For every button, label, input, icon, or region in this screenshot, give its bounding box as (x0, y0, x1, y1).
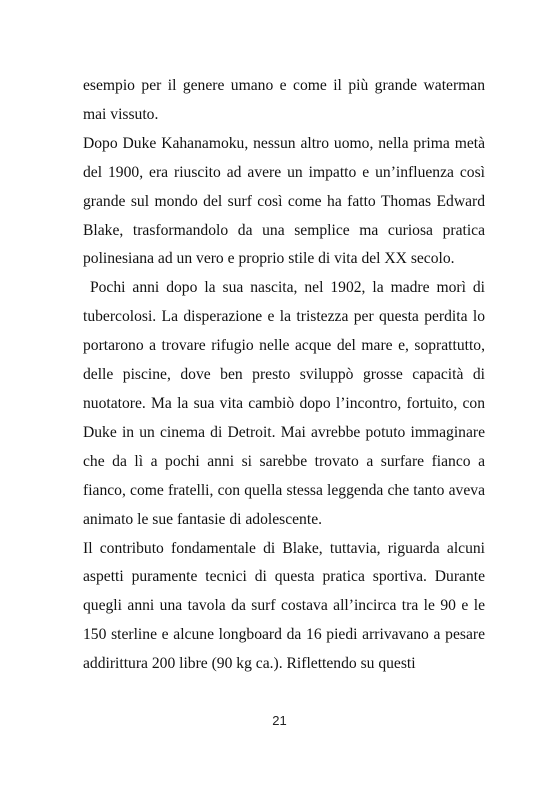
paragraph-3: Pochi anni dopo la sua nascita, nel 1902, la madre morì di tubercolosi. La disperazione e la tristezza per questa perdita lo portarono a trovare rifugio nelle acque del mare e, soprattutto, delle piscine, dove ben presto sviluppò grosse capacità di nuotatore. Ma la sua vita cambiò dopo l’incontro, fortuito, con Duke in un cinema di Detroit. Mai avrebbe potuto immaginare che da lì a pochi anni si sarebbe trovato a surfare fianco a fianco, come fratelli, con quella stessa leggenda che tanto aveva animato le sue fantasie di adolescente. (83, 279, 489, 528)
paragraph-2: Dopo Duke Kahanamoku, nessun altro uomo, nella prima metà del 1900, era riuscito ad avere un impatto e un’influenza così grande sul mondo del surf così come ha fatto Thomas Edward Blake, trasformandolo da una semplice ma curiosa pratica polinesiana ad un vero e proprio stile di vita del XX secolo. (83, 134, 485, 268)
paragraph-1: esempio per il genere umano e come il più grande waterman mai vissuto. (83, 77, 485, 123)
page-number: 21 (272, 713, 287, 728)
paragraph-4: Il contributo fondamentale di Blake, tuttavia, riguarda alcuni aspetti puramente tecnici di questa pratica sportiva. Durante quegli anni una tavola da surf costava all’incirca tra le 90 e le 150 sterline e alcune longboard da 16 piedi arrivavano a pesare addirittura 200 libre (90 kg ca.). Riflettendo su questi (83, 539, 485, 673)
body-text (83, 72, 489, 679)
